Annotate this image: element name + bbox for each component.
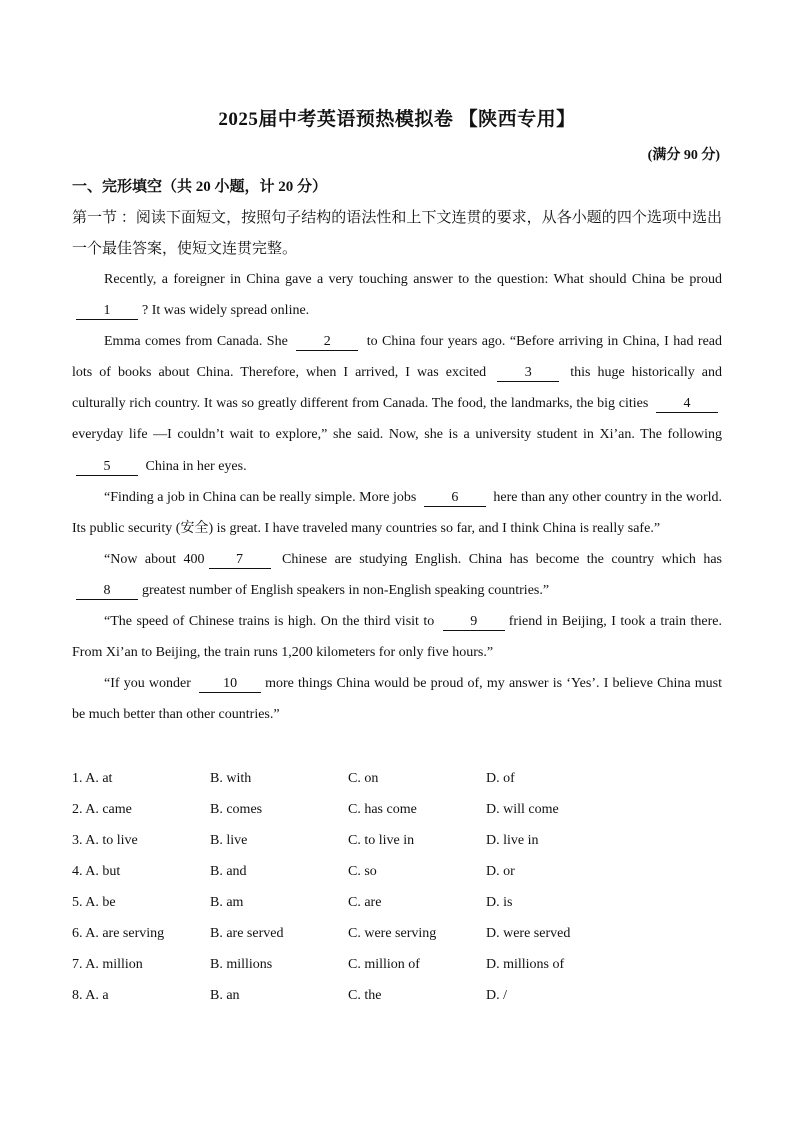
text-segment: to China four years ago. “Before arriving in China, I had read lots of books about China. Therefore, when I arrived, I was excited — [72, 334, 722, 381]
passage-paragraph-4 — [72, 544, 722, 606]
option-row — [72, 887, 722, 918]
option: C. the — [348, 988, 382, 1004]
option-row — [72, 856, 722, 887]
blank-4: 4 — [656, 396, 718, 413]
option: C. million of — [348, 957, 420, 973]
option-row — [72, 981, 722, 1012]
option: B. are served — [210, 926, 284, 942]
option: B. and — [210, 863, 247, 879]
option-row — [72, 825, 722, 856]
text-segment: ? It was widely spread online. — [142, 303, 310, 319]
answer-options — [72, 763, 722, 1012]
text-segment: “If you wonder — [104, 676, 191, 692]
passage-paragraph-1 — [72, 264, 722, 326]
text-segment: Emma comes from Canada. She — [104, 334, 288, 350]
option: 6. A. are serving — [72, 926, 165, 942]
blank-3: 3 — [497, 365, 559, 382]
passage-paragraph-2 — [72, 326, 722, 481]
option: 8. A. a — [72, 988, 109, 1004]
text-segment: greatest number of English speakers in non-English speaking countries.” — [142, 582, 550, 598]
option: D. millions of — [486, 957, 565, 973]
blank-9: 9 — [443, 614, 505, 631]
section-heading: 一、完形填空（共 20 小题，计 20 分） — [72, 179, 328, 195]
text-segment: China in her eyes. — [145, 458, 247, 474]
option: 4. A. but — [72, 863, 121, 879]
option-row — [72, 950, 722, 981]
instructions: 第一节 ：阅读下面短文，按照句子结构的语法性和上下文连贯的要求，从各小题的四个选项中选出一个最佳答案，使短文连贯完整。 — [72, 210, 722, 257]
text-segment: this huge historically and culturally rich country. It was so greatly different from Canada. The food, the landmarks, the big cities — [72, 365, 723, 412]
option: C. on — [348, 770, 379, 786]
option: B. with — [210, 770, 252, 786]
blank-10: 10 — [199, 676, 261, 693]
option: D. is — [486, 894, 513, 910]
option: C. so — [348, 863, 377, 879]
option-row — [72, 794, 722, 825]
option: B. am — [210, 894, 244, 910]
text-segment: Chinese are studying English. China has become the country which has — [282, 551, 723, 567]
text-segment: “Now about 400 — [104, 551, 205, 567]
blank-5: 5 — [76, 459, 138, 476]
passage-paragraph-3 — [72, 482, 722, 544]
option: D. were served — [486, 926, 571, 942]
blank-6: 6 — [424, 490, 486, 507]
text-segment: friend in Beijing, I took a train there. From Xi’an to Beijing, the train runs 1,200 kilometers for only five hours.” — [72, 614, 722, 661]
option: 7. A. million — [72, 957, 143, 973]
option: C. are — [348, 894, 382, 910]
passage-paragraph-6 — [72, 668, 722, 730]
option: D. live in — [486, 832, 539, 848]
option: C. were serving — [348, 926, 437, 942]
passage-paragraph-5 — [72, 606, 722, 668]
option-row — [72, 763, 722, 794]
option: B. live — [210, 832, 248, 848]
text-segment: everyday life —I couldn’t wait to explore,” she said. Now, she is a university student in Xi’an. The following — [72, 427, 722, 443]
blank-2: 2 — [296, 334, 358, 351]
blank-1: 1 — [76, 303, 138, 320]
option: D. / — [486, 988, 507, 1004]
blank-8: 8 — [76, 583, 138, 600]
passage — [72, 264, 722, 730]
option: 2. A. came — [72, 801, 132, 817]
full-score-note: (满分 90 分) — [647, 148, 720, 163]
option-row — [72, 918, 722, 949]
option: C. has come — [348, 801, 417, 817]
text-segment: “The speed of Chinese trains is high. On the third visit to — [104, 614, 435, 630]
option: B. comes — [210, 801, 263, 817]
page-title: 2025届中考英语预热模拟卷 【陕西专用】 — [218, 109, 576, 130]
option: D. or — [486, 863, 515, 879]
option: D. of — [486, 770, 515, 786]
option: 5. A. be — [72, 894, 116, 910]
blank-7: 7 — [209, 552, 271, 569]
text-segment: Recently, a foreigner in China gave a very touching answer to the question: What should China be proud — [104, 272, 722, 287]
option: B. an — [210, 988, 240, 1004]
option: D. will come — [486, 801, 559, 817]
text-segment: “Finding a job in China can be really simple. More jobs — [104, 489, 417, 505]
text-segment: here than any other country in the world. Its public security (安全) is great. I have traveled many countries so far, and I think China is really safe.” — [72, 489, 723, 536]
option: C. to live in — [348, 832, 415, 848]
option: 3. A. to live — [72, 832, 138, 848]
option: B. millions — [210, 957, 273, 973]
option: 1. A. at — [72, 770, 113, 786]
text-segment: more things China would be proud of, my answer is ‘Yes’. I believe China must be much better than other countries.” — [72, 676, 723, 723]
